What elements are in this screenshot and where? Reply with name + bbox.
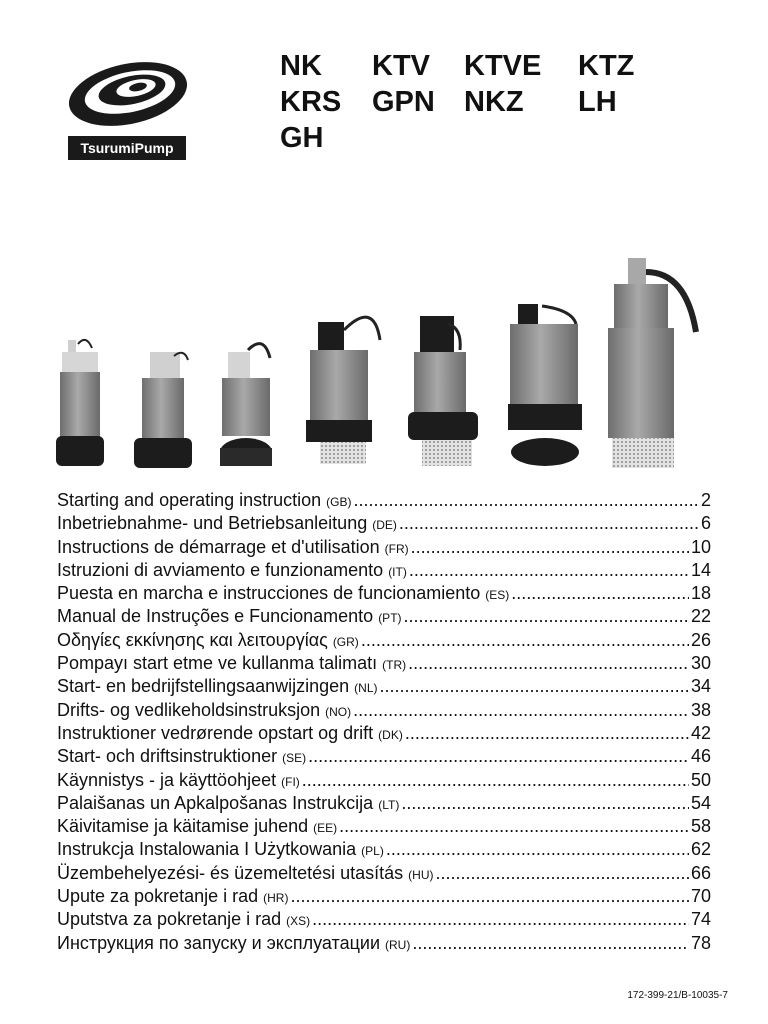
toc-title: Starting and operating instruction [57,490,322,510]
toc-title: Οδηγίες εκκίνησης και λειτουργίας [57,629,328,650]
toc-page-number: 34 [690,676,711,697]
toc-page-number: 46 [690,746,711,767]
toc-entry [57,630,711,653]
model-name: KTZ [578,50,635,82]
toc-language-code: (NL) [354,681,378,696]
toc-language-code: (TR) [382,658,407,673]
toc-entry [57,746,711,769]
toc-entry [57,676,711,699]
toc-entry [57,909,711,932]
toc-entry [57,537,711,560]
toc-language-code: (FR) [384,541,409,556]
toc-language-code: (PT) [378,611,402,626]
toc-leader [399,513,699,534]
toc-title: Upute za pokretanje i rad [57,886,259,907]
toc-entry [57,653,711,676]
toc-page-number: 70 [690,886,711,907]
toc-entry [57,606,711,629]
toc-page-number: 54 [690,792,711,813]
toc-language-code: (NO) [325,704,352,719]
toc-language-code: (SE) [282,751,307,766]
pump-image [408,316,478,466]
toc-leader [411,537,689,558]
toc-leader [380,676,689,697]
toc-leader [361,630,689,651]
toc-leader [404,606,689,627]
toc-language-code: (IT) [388,564,407,579]
toc-language-code: (FI) [281,774,300,789]
toc-language-code: (HR) [263,891,289,906]
toc-title: Instructions de démarrage et d'utilisation [57,536,380,557]
toc-language-code: (EE) [313,821,338,836]
model-name: KTVE [464,50,542,82]
swirl-logo-icon [66,58,190,138]
toc-title: Instrukcja Instalowania I Użytkowania [57,839,357,860]
toc-page-number: 14 [690,559,711,580]
toc-leader [409,560,689,581]
toc-page-number: 6 [700,513,711,534]
toc-title: Inbetriebnahme- und Betriebsanleitung [57,513,368,534]
logo-wordmark: TsurumiPump [68,136,186,160]
toc-entry [57,490,711,513]
pump-image [134,352,192,468]
pump-image [220,344,272,466]
toc-entry [57,933,711,956]
model-name: KRS [280,86,342,118]
toc-page-number: 38 [690,699,711,720]
toc-leader [353,700,689,721]
toc-language-code: (HU) [408,867,434,882]
toc-page-number: 58 [690,816,711,837]
toc-entry [57,700,711,723]
toc-title: Инструкция по запуску и эксплуатации [57,932,381,953]
toc-entry [57,886,711,909]
toc-page-number: 18 [690,583,711,604]
toc-page-number: 62 [690,839,711,860]
toc-page-number: 2 [700,490,711,510]
toc-leader [354,490,699,511]
model-name: NK [280,50,322,82]
toc-title: Manual de Instruções e Funcionamento [57,606,374,627]
toc-title: Pompayı start etme ve kullanma talimatı [57,653,378,674]
toc-entry [57,839,711,862]
model-name: LH [578,86,617,118]
pump-image [306,317,380,464]
toc-language-code: (XS) [286,914,311,929]
toc-leader [511,583,689,604]
toc-title: Drifts- og vedlikeholdsinstruksjon [57,699,321,720]
toc-page-number: 50 [690,769,711,790]
toc-leader [302,770,689,791]
model-name: NKZ [464,86,524,118]
toc-page-number: 66 [690,862,711,883]
toc-title: Üzembehelyezési- és üzemeltetési utasítás [57,862,404,883]
toc-page-number: 22 [690,606,711,627]
toc-entry [57,583,711,606]
model-name: KTV [372,50,430,82]
model-list [280,48,670,156]
toc-entry [57,770,711,793]
toc-entry [57,723,711,746]
toc-language-code: (DE) [372,518,397,533]
toc-page-number: 78 [690,932,711,953]
toc-language-code: (ES) [485,588,510,603]
toc-leader [401,793,689,814]
toc-page-number: 74 [690,909,711,930]
toc-page-number: 42 [690,722,711,743]
toc-page-number: 10 [690,536,711,557]
toc-language-code: (GR) [332,634,359,649]
toc-page-number: 26 [690,629,711,650]
toc-leader [405,723,689,744]
toc-entry [57,513,711,536]
toc-title: Puesta en marcha e instrucciones de funcionamiento [57,583,481,604]
toc-entry [57,816,711,839]
toc-entry [57,560,711,583]
toc-title: Start- och driftsinstruktioner [57,746,278,767]
toc-title: Start- en bedrijfstellingsaanwijzingen [57,676,350,697]
toc-page-number: 30 [690,653,711,674]
toc-leader [436,863,689,884]
toc-leader [386,839,689,860]
table-of-contents [57,490,711,956]
toc-title: Palaišanas un Apkalpošanas Instrukcija [57,792,374,813]
pump-lineup-illustration [48,252,728,474]
model-name: GPN [372,86,435,118]
toc-leader [290,886,689,907]
pump-image [508,304,582,466]
toc-entry [57,793,711,816]
document-number: 172-399-21/B-10035-7 [627,990,728,1001]
pump-image [608,258,696,468]
pump-image [56,340,104,466]
toc-language-code: (RU) [385,937,411,952]
toc-language-code: (PL) [361,844,384,859]
toc-leader [308,746,689,767]
toc-leader [312,909,689,930]
toc-title: Käynnistys - ja käyttöohjeet [57,769,277,790]
toc-leader [408,653,689,674]
toc-entry [57,863,711,886]
toc-language-code: (GB) [326,495,352,509]
toc-leader [339,816,689,837]
toc-language-code: (DK) [378,727,403,742]
toc-leader [412,933,689,954]
toc-title: Käivitamise ja käitamise juhend [57,816,309,837]
toc-title: Uputstva za pokretanje i rad [57,909,282,930]
tsurumi-logo [66,58,190,162]
toc-title: Istruzioni di avviamento e funzionamento [57,559,384,580]
toc-language-code: (LT) [378,797,400,812]
model-name: GH [280,122,324,154]
toc-title: Instruktioner vedrørende opstart og drift [57,722,374,743]
